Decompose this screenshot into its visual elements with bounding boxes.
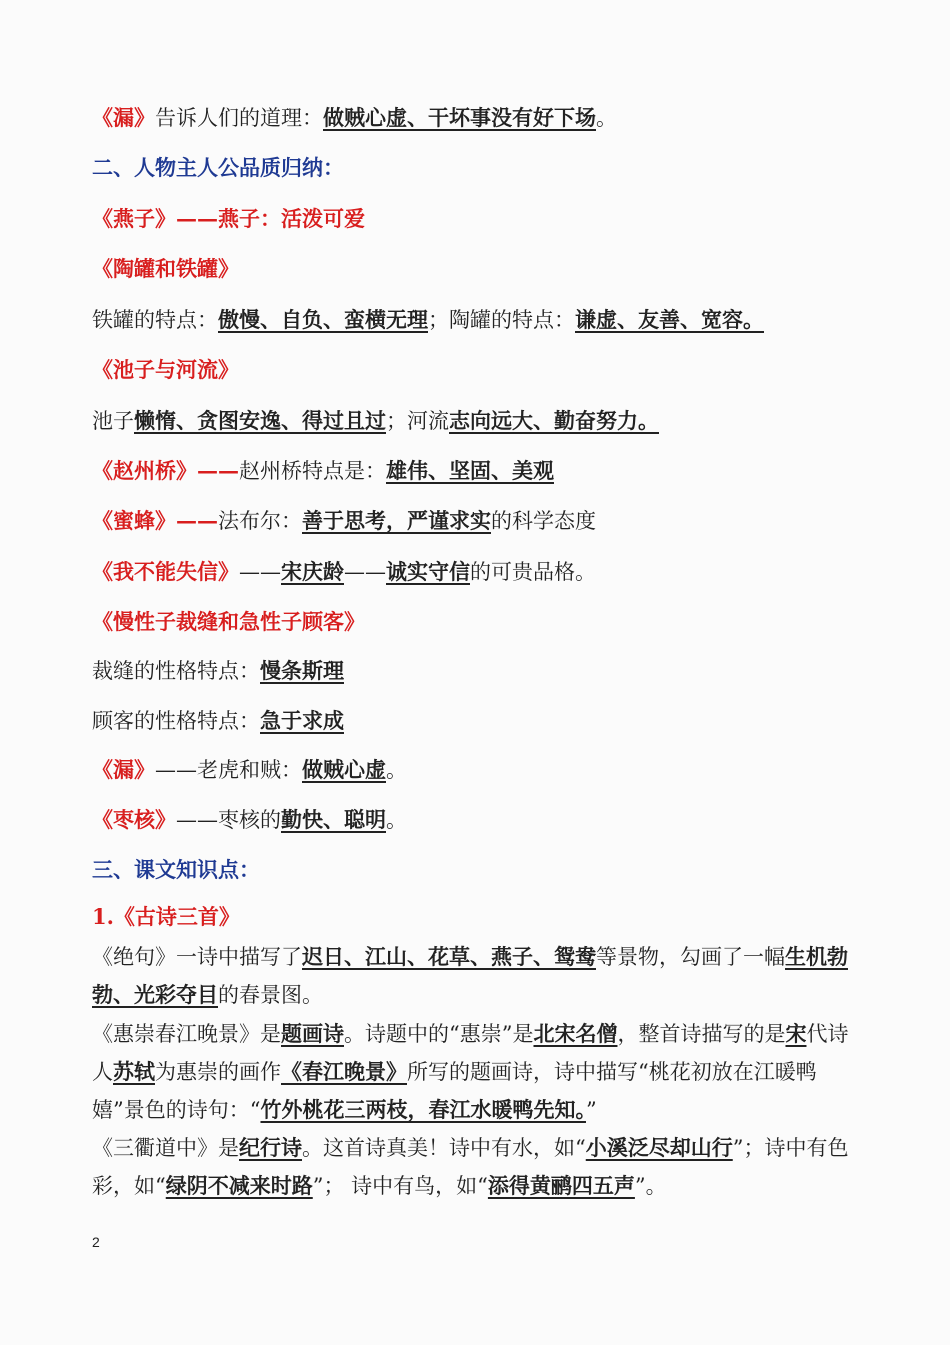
title-tailor-customer: 《慢性子裁缝和急性子顾客》 xyxy=(92,609,365,634)
title-three-poems: 1.《古诗三首》 xyxy=(92,904,240,929)
paragraph-huichong: 《惠崇春江晚景》是题画诗。诗题中的“惠崇”是北宋名僧，整首诗描写的是宋代诗人苏轼为惠崇的画作《春江晚景》所写的题画诗，诗中描写“桃花初放在江暖鸭嬉”景色的诗句：“竹外桃花三两枝，春江水暖鸭先知。” xyxy=(92,1021,849,1122)
line-lou-tiger: 《漏》——老虎和贼：做贼心虚。 xyxy=(92,757,407,782)
line-lou-lesson: 《漏》告诉人们的道理：做贼心虚、干坏事没有好下场。 xyxy=(92,105,617,130)
line-customer-trait: 顾客的性格特点：急于求成 xyxy=(92,708,344,733)
title-lou: 《漏》 xyxy=(92,105,155,130)
paragraph-sanqu: 《三衢道中》是纪行诗。这首诗真美！诗中有水，如“小溪泛尽却山行”；诗中有色彩，如“绿阴不减来时路”； 诗中有鸟，如“添得黄鹂四五声”。 xyxy=(92,1135,849,1198)
title-pottery-iron: 《陶罐和铁罐》 xyxy=(92,256,239,281)
answer: 做贼心虚、干坏事没有好下场 xyxy=(323,105,596,130)
line-date-pit: 《枣核》——枣核的勤快、聪明。 xyxy=(92,807,407,832)
section-heading-2: 二、人物主人公品质归纳： xyxy=(92,155,344,180)
line-promise: 《我不能失信》——宋庆龄——诚实守信的可贵品格。 xyxy=(92,559,596,584)
title-pond-river: 《池子与河流》 xyxy=(92,357,239,382)
line-bees: 《蜜蜂》——法布尔：善于思考，严谨求实的科学态度 xyxy=(92,508,596,533)
section-heading-3: 三、课文知识点： xyxy=(92,857,260,882)
line-tailor-trait: 裁缝的性格特点：慢条斯理 xyxy=(92,658,344,683)
line-pond-river-traits: 池子懒惰、贪图安逸、得过且过；河流志向远大、勤奋努力。 xyxy=(92,408,659,433)
line-iron-pot-traits: 铁罐的特点：傲慢、自负、蛮横无理；陶罐的特点：谦虚、友善、宽容。 xyxy=(92,307,764,332)
paragraph-jueju: 《绝句》一诗中描写了迟日、江山、花草、燕子、鸳鸯等景物，勾画了一幅生机勃勃、光彩夺目的春景图。 xyxy=(92,944,848,1007)
page-number: 2 xyxy=(92,1234,100,1250)
line-swallow: 《燕子》——燕子：活泼可爱 xyxy=(92,206,365,231)
line-zhaozhou-bridge: 《赵州桥》——赵州桥特点是：雄伟、坚固、美观 xyxy=(92,458,554,483)
